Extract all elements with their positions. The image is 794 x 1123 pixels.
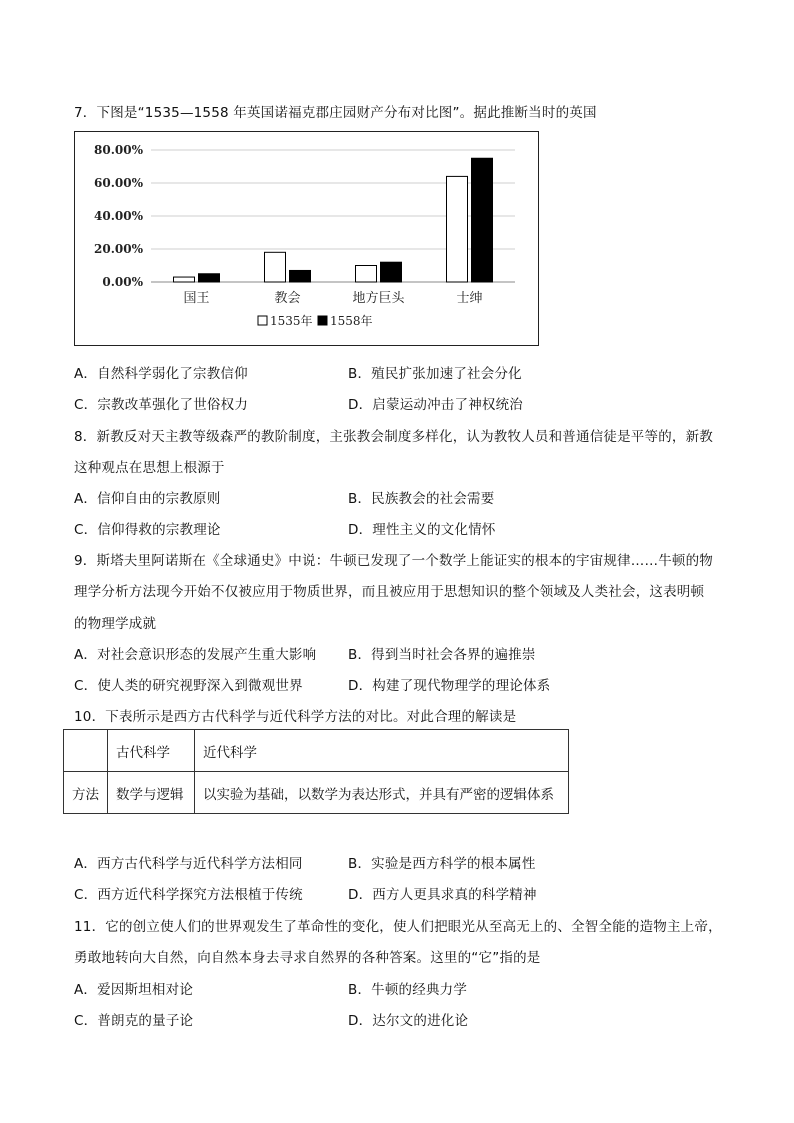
y-tick-label: 0.00% — [102, 275, 143, 289]
q11-option-b[interactable]: B．牛顿的经典力学 — [348, 982, 468, 998]
q10-option-d[interactable]: D．西方人更具求真的科学精神 — [348, 887, 537, 903]
bar — [447, 176, 468, 282]
bar — [290, 270, 311, 282]
y-tick-label: 20.00% — [94, 242, 143, 256]
table-header-cell: 近代科学 — [195, 730, 569, 772]
bar — [265, 252, 286, 282]
q11-stem-line1: 11．它的创立使人们的世界观发生了革命性的变化，使人们把眼光从至高无上的、全智全能的造物主上帝， — [74, 919, 722, 935]
table-header-row — [64, 730, 569, 772]
q10-stem: 10．下表所示是西方古代科学与近代科学方法的对比。对此合理的解读是 — [74, 709, 517, 725]
q11-option-a[interactable]: A．爱因斯坦相对论 — [74, 982, 194, 998]
table-cell: 数学与逻辑 — [108, 772, 195, 814]
q8-stem-line2: 这种观点在思想上根源于 — [74, 460, 225, 476]
y-tick-label: 40.00% — [94, 209, 143, 223]
q7-option-a[interactable]: A．自然科学弱化了宗教信仰 — [74, 366, 248, 382]
science-method-table — [63, 729, 569, 814]
q8-option-a[interactable]: A．信仰自由的宗教原则 — [74, 491, 221, 507]
bar — [356, 266, 377, 283]
legend-label: 1535年 — [270, 314, 313, 328]
table-header-cell — [64, 730, 108, 772]
q11-option-d[interactable]: D．达尔文的进化论 — [348, 1013, 469, 1029]
q9-stem-line1: 9．斯塔夫里阿诺斯在《全球通史》中说：牛顿已发现了一个数学上能证实的根本的宇宙规律……牛顿的物 — [74, 553, 713, 569]
bar — [472, 158, 493, 282]
q10-option-b[interactable]: B．实验是西方科学的根本属性 — [348, 856, 536, 872]
table-cell: 以实验为基础，以数学为表达形式，并具有严密的逻辑体系 — [195, 772, 569, 814]
legend-label: 1558年 — [330, 314, 373, 328]
q9-option-b[interactable]: B．得到当时社会各界的遍推崇 — [348, 647, 536, 663]
q10-option-c[interactable]: C．西方近代科学探究方法根植于传统 — [74, 887, 303, 903]
table-cell: 方法 — [64, 772, 108, 814]
q9-stem-line3: 的物理学成就 — [74, 616, 157, 632]
x-tick-label: 士绅 — [456, 291, 483, 306]
q9-option-a[interactable]: A．对社会意识形态的发展产生重大影响 — [74, 647, 317, 663]
q11-option-c[interactable]: C．普朗克的量子论 — [74, 1013, 194, 1029]
q10-option-a[interactable]: A．西方古代科学与近代科学方法相同 — [74, 856, 303, 872]
q8-stem-line1: 8．新教反对天主教等级森严的教阶制度，主张教会制度多样化，认为教牧人员和普通信徒是平等的，新教 — [74, 429, 713, 445]
x-tick-label: 地方巨头 — [352, 291, 405, 306]
q7-option-d[interactable]: D．启蒙运动冲击了神权统治 — [348, 397, 523, 413]
table-row — [64, 772, 569, 814]
y-tick-label: 60.00% — [94, 176, 143, 190]
q8-option-d[interactable]: D．理性主义的文化情怀 — [348, 522, 496, 538]
x-tick-label: 教会 — [274, 291, 301, 306]
q7-stem: 7．下图是“1535—1558 年英国诺福克郡庄园财产分布对比图”。据此推断当时的英国 — [74, 105, 597, 121]
estate-chart-svg — [75, 132, 537, 344]
legend-swatch — [258, 316, 267, 325]
legend-swatch — [318, 316, 327, 325]
q8-option-c[interactable]: C．信仰得救的宗教理论 — [74, 522, 221, 538]
q9-stem-line2: 理学分析方法现今开始不仅被应用于物质世界，而且被应用于思想知识的整个领域及人类社会，这表明顿 — [74, 584, 705, 600]
bar — [174, 277, 195, 282]
q9-option-d[interactable]: D．构建了现代物理学的理论体系 — [348, 678, 551, 694]
table-header-cell: 古代科学 — [108, 730, 195, 772]
q11-stem-line2: 勇敢地转向大自然，向自然本身去寻求自然界的各种答案。这里的“它”指的是 — [74, 950, 541, 966]
q8-option-b[interactable]: B．民族教会的社会需要 — [348, 491, 495, 507]
estate-chart — [74, 131, 539, 346]
x-tick-label: 国王 — [183, 291, 210, 306]
bar — [199, 274, 220, 282]
bar — [381, 262, 402, 282]
q9-option-c[interactable]: C．使人类的研究视野深入到微观世界 — [74, 678, 303, 694]
q7-option-c[interactable]: C．宗教改革强化了世俗权力 — [74, 397, 249, 413]
y-tick-label: 80.00% — [94, 143, 143, 157]
q7-option-b[interactable]: B．殖民扩张加速了社会分化 — [348, 366, 522, 382]
